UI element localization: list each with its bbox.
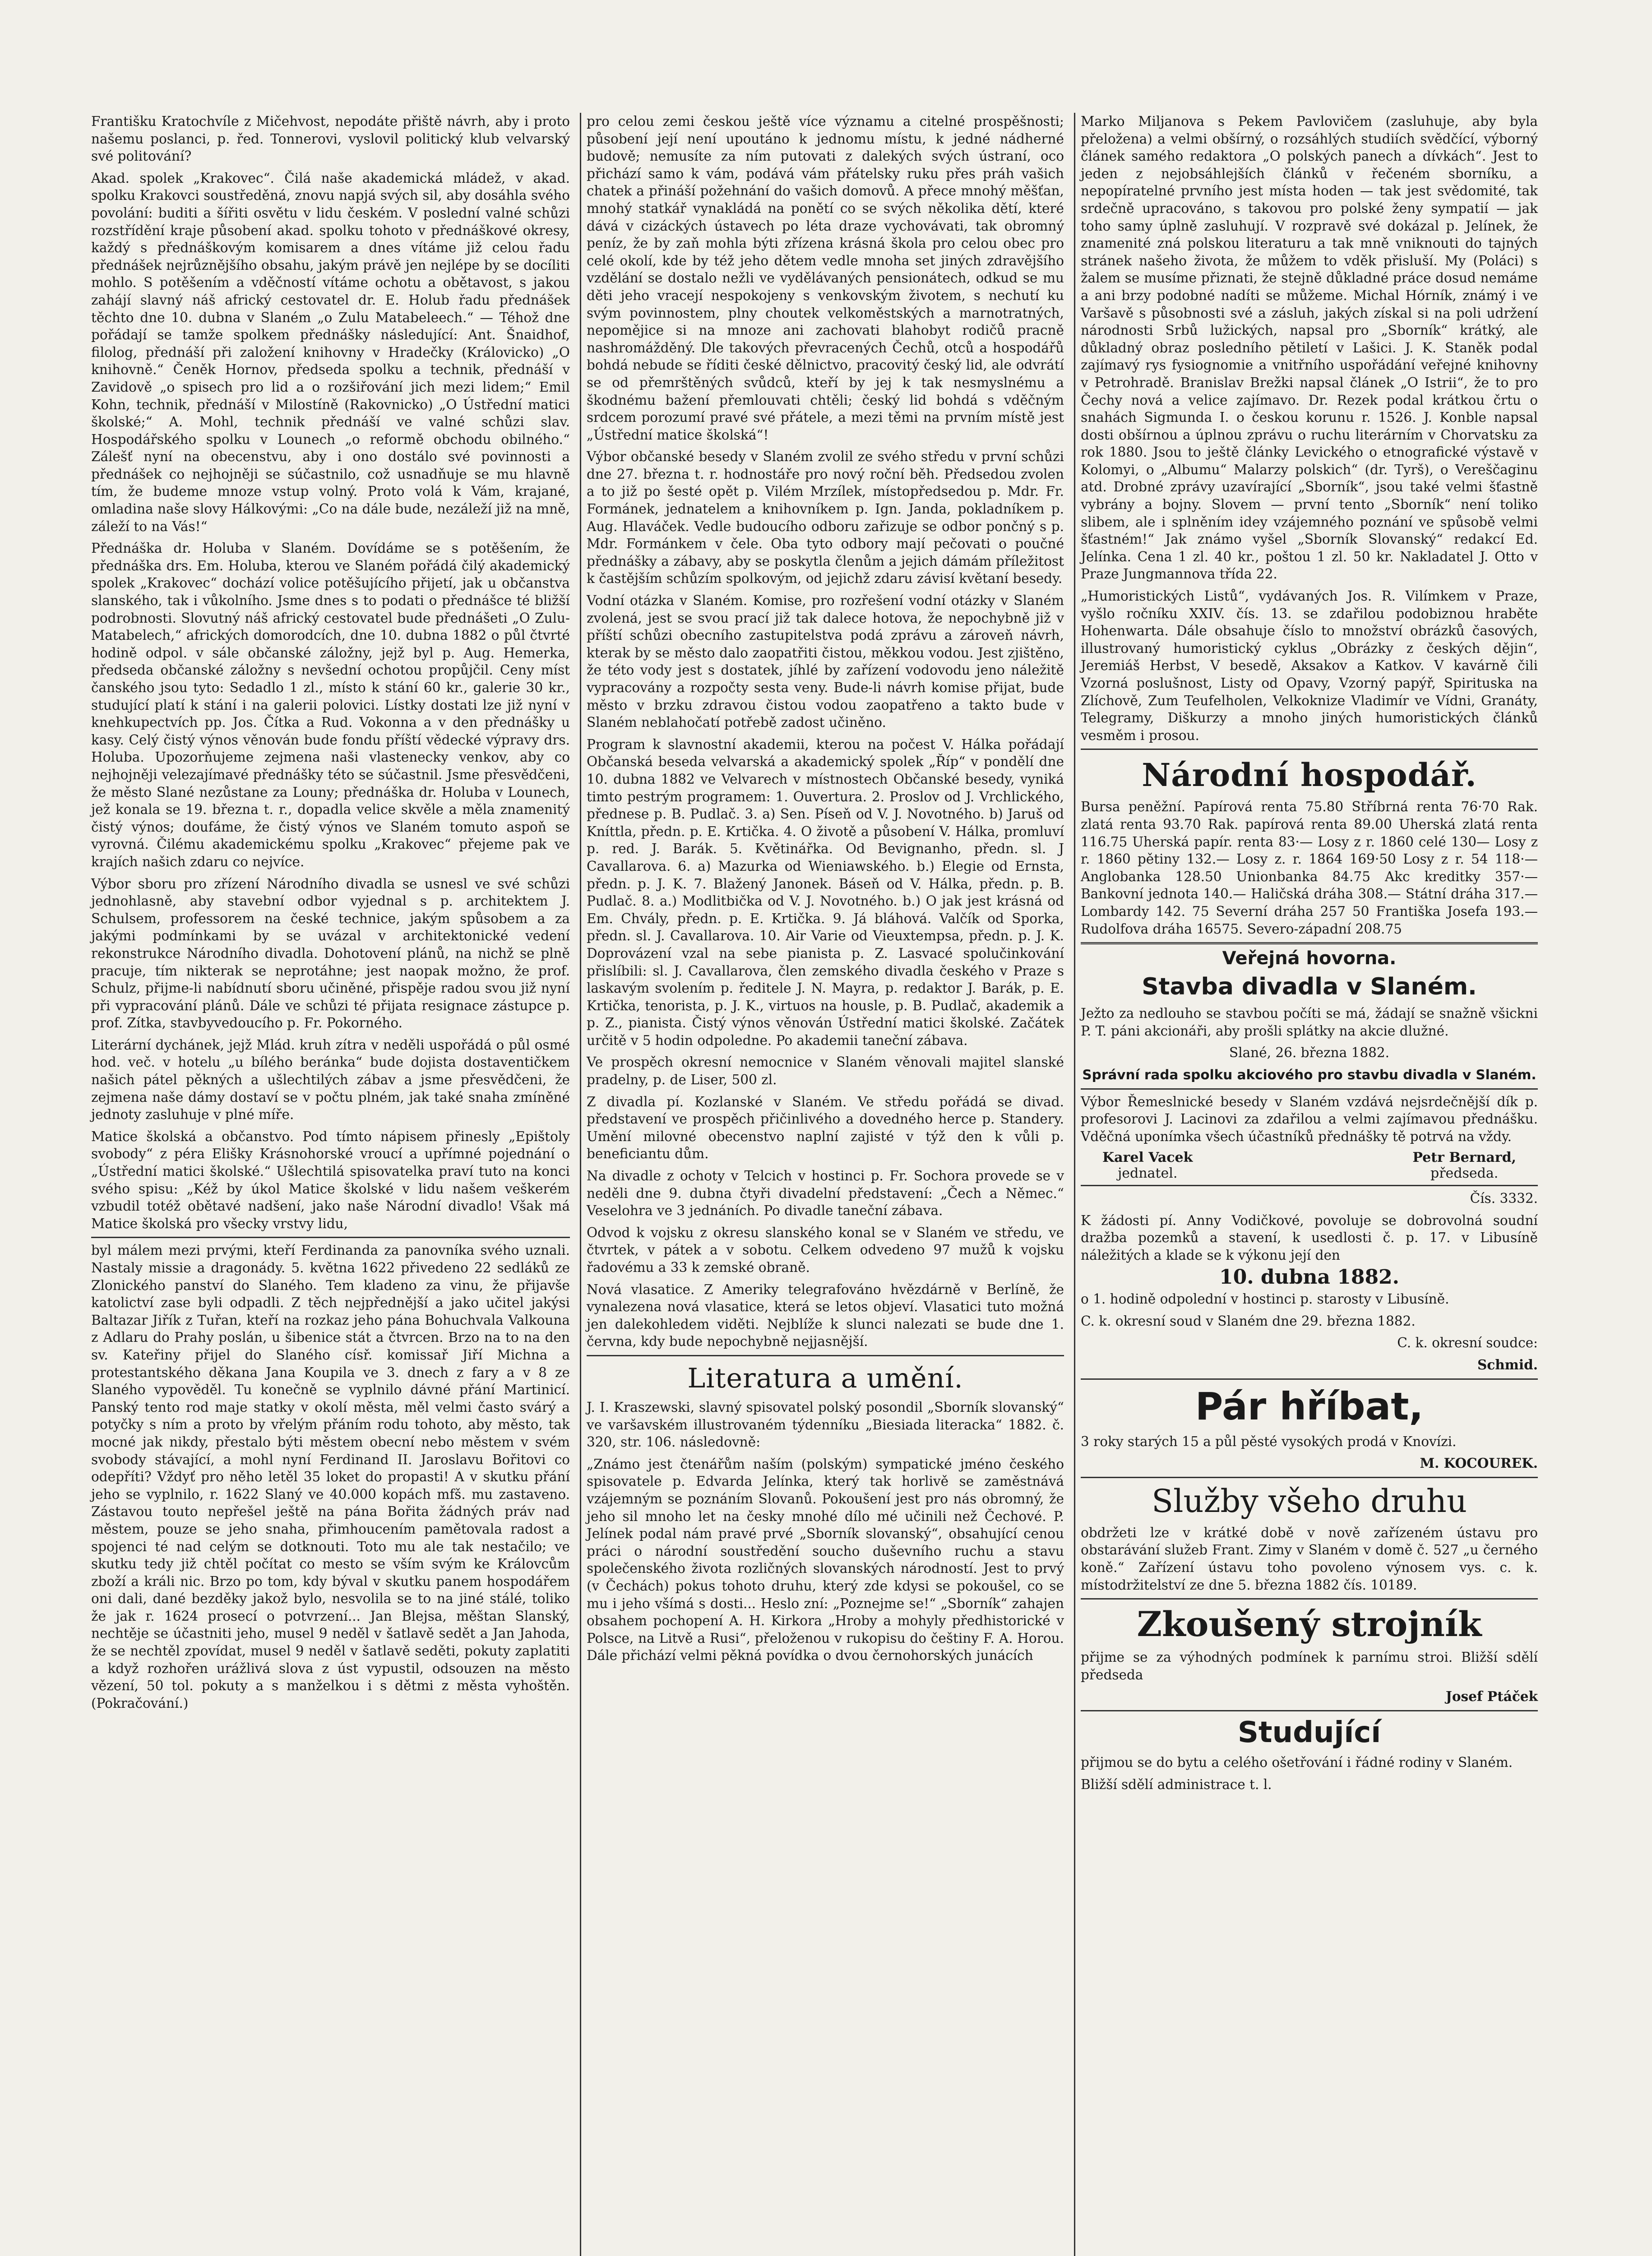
article-krakovec: Akad. spolek „Krakovec“. Čilá naše akademická mládež, v akad. spolku Krakovci soustředěná, znovu napjá svých sil, aby dosáhla svého povolání: buditi a šířiti osvětu v lidu českém. V poslední valné schůzi rozstřídění kraje působení akad. spolku tohoto v přednáškové okresy, každý s přednáškovým komisarem a dnes vítáme již celou řadu přednášek nejrůznějšího obsahu, jakým právě jen nejlépe by se docíliti mohlo. S potěšením a vděčností vítáme ochotu a obětavost, s jakou zahájí slavný náš africký cestovatel dr. E. Holub řadu přednášek těchto dne 10. dubna v Slaném „o Zulu Matabeleech.“ — Téhož dne pořádají se tamže spolkem přednášky následující: Ant. Šnaidhof, filolog, přednáší při založení knihovny v Hradečky (Královicko) „O knihovně.“ Čeněk Hornov, předseda spolku a technik, přednáší v Zavidově „o spisech pro lid a o rozšiřování jich mezi lidem;“ Emil Kohn, technik, přednáší v Milostíně (Rakovnicko) „O Ústřední matici školské;“ A. Mohl, technik přednáší ve valné schůzi slav. Hospodářského spolku v Lounech „o reformě obchodu obilného.“ Zálešť nyní na obecenstvu, aby i ono dostálo své povinnosti a přednášek co nejhojněji se súčastnilo, což usnadňuje se mu hlavně tím, že budeme mnoze vstup volný. Proto volá k Vám, krajané, omladina naše slovy Hálkovými: „Co na dále bude, nezáleží již na mně, záleží to na Vás!“ <box>91 170 570 534</box>
ad-divider <box>1081 1598 1538 1600</box>
article-literary-evening: Literární dychánek, jejž Mlád. kruh zítra v neděli uspořádá o půl osmé hod. več. v hotelu „u bílého beránka“ bude dojista dostaventičkem našich pátel pěkných a ušlechtilých zábav a jsme přesvědčeni, že zejmena naše dámy dostaví se v počtu plném, jak také snaha zmíněné jednoty zasluhuje v plné míře. <box>91 1037 570 1123</box>
article-kozlanska-theatre: Z divadla pí. Kozlanské v Slaném. Ve středu pořádá se divad. představení ve prospěch přičinlivého a dovedného herce p. Standery. Umění milovné obecenstvo naplní zajisté v týž den k vůli p. beneficiantu dům. <box>587 1094 1064 1162</box>
article-military-draft: Odvod k vojsku z okresu slanského konal se v Slaném ve středu, ve čtvrtek, v pátek a v sobotu. Celkem odvedeno 97 mužů k vojsku řadovému a 33 k zemské obraně. <box>587 1225 1064 1275</box>
article-matice-skolska: Matice školská a občanstvo. Pod tímto nápisem přinesly „Epištoly svobody“ z péra Elišky Krásnohorské vroucí a upřímné pojednání o „Ústřední matici školské.“ Ušlechtilá spisovatelka praví tuto na konci svého spisu: „Kéž by úkol Matice školské v lidu našem veškerém vzbudil totéž obětavé nadšení, jako naše Národní divadlo! Však má Matice školská pro všecky vrstvy lidu, <box>91 1128 570 1231</box>
article-kraszewski-quote: „Známo jest čtenářům naším (polským) sympatické jméno českého spisovatele p. Edvarda Jelínka, který tak horlivě se zaměstnává vzájemným se poznáním Slovanů. Pokoušení jest pro nás obromný, že jeho sil mnoho let na česky mnohé dílo mé učinili než Čechové. P. Jelínek podal nám pravé prvé „Sborník slovanský“, obsahující cenou práci o národní soustředění soucho duševního ruchu a stavu společenského života rozličných slovanských národností. Jest to prvý (v Čechách) pokus tohoto druhu, který zde kdysi se pokoušel, co se mu i jeho všímá s dosti... Heslo zní: „Poznejme se!“ „Sborník“ zahajen obsahem pochopení A. H. Kirkora „Hroby a mohyly předhistorické v Polsce, na Litvě a Rusi“, přeloženou v rukopisu do češtiny F. A. Horou. Dále přichází velmi pěkná povídka o dvou černohorských junácích <box>587 1456 1064 1664</box>
column-2 <box>580 113 1069 2256</box>
article-water-question: Vodní otázka v Slaném. Komise, pro rozřešení vodní otázky v Slaném zvolená, jest se svou prací již tak dalece hotova, že nepochybně již v příští schůzi obecního zastupitelstva podá zprávu a zároveň návrh, kterak by se město dalo zaopatřiti čistou, měkkou vodou. Jest zjištěno, že této vody jest s dostatek, jíhlé by zařízení vodovodu jeno náležitě vypracovány a rozpočty sesta veny. Bude-li návrh komise přijat, bude město v brzku zdravou čistou vodou zaopatřeno a takto bude v Slaném neblahočatí potřebě zadost učiněno. <box>587 593 1064 730</box>
ad-auction-court: C. k. okresní soud v Slaném dne 29. března 1882. <box>1081 1313 1416 1329</box>
ad-services-title: Služby všeho druhu <box>1152 1482 1467 1520</box>
ad-divider <box>1081 1185 1538 1186</box>
ad-thanks-text: Výbor Řemeslnické besedy v Slaném vzdává nejsrdečnější dík p. profesorovi J. Lacinovi za zdařilou a velmi zajímavou přednášku. Vděčná uponímka všech účastníků přednášky tě potrvá na vždy. <box>1081 1094 1538 1144</box>
column-divider <box>91 1237 570 1238</box>
newspaper-page <box>86 113 1543 2256</box>
article-humoristicke-listy: „Humoristických Listů“, vydávaných Jos. R. Vilímkem v Praze, vyšlo ročníku XXIV. čís. 13. se zdařilou podobiznou hraběte Hohenwarta. Dále obsahuje číslo to množství obrázků časových, illustrovaný humoristický cyklus „Obrázky z českých dějin“, Jeremiáš Herbst, V besedě, Aksakov a Katkov. V kavárně čili Vzorná poslušnost, Listy od Opavy, Vzorný papýř, Spirituska na Zlíchově, Zum Teufelholen, Velkoknize Vladimír ve Vídni, Granáty, Telegramy, Diškurzy a mnoho jiných humoristických článků vesměm i prosou. <box>1081 588 1538 743</box>
section-title-economy: Národní hospodář. <box>1142 756 1477 794</box>
article-academy-program: Program k slavnostní akademii, kterou na počest V. Hálka pořádají Občanská beseda velvarská a akademický spolek „Říp“ v pondělí dne 10. dubna 1882 ve Velvarech v místnostech Občanské besedy, vyniká timto pestrým programem: 1. Ouvertura. 2. Proslov od J. Vrchlického, přednese p. B. Pudlač. 3. a) Sen. Píseň od V. J. Novotného. b) Jaruš od Kníttla, předn. p. E. Krtička. 4. O životě a působení V. Hálka, promluví p. red. J. Barák. 5. Květinářka. Od Bevignanho, předn. sl. J Cavallarova. 6. a) Mazurka od Wieniawského. b.) Elegie od Ernsta, předn. p. J. K. 7. Blažený Janonek. Báseň od V. Hálka, předn. p. B. Pudlač. 8. a.) Modlitbička od V. J. Novotného. b.) O jak jest krásná od Em. Chvály, předn. p. E. Krtička. 9. Já bláhová. Valčík od Sporka, předn. sl. J. Cavallarova. 10. Air Varie od Vieuxtempsa, předn. p. J. K. Doprovázení vzal na sebe pianista p. Z. Lasvacé spolučinkování přislíbili: sl. J. Cavallarova, člen zemského divadla českého v Praze s laskavým svolením p. ředitele J. N. Mayra, p. redaktor J. Barák, p. E. Krtička, tenorista, p. J. K., virtuos na housle, p. B. Pudlač, akademik a p. Z., pianista. Čistý výnos věnován Ústřední matici školské. Začátek určitě v 5 hodin odpoledne. Po akademii taneční zábava. <box>587 736 1064 1048</box>
section-divider <box>587 1355 1064 1356</box>
ad-machinist-name: Josef Ptáček <box>1445 1688 1538 1705</box>
ad-services-text: obdržeti lze v krátké době v nově zařízeném ústavu pro obstarávání služeb Frant. Zimy v Slaném v domě č. 527 „u černého koně.“ Zařízení ústavu toho povoleno výnosem vys. c. k. místodržitelství ze dne 5. března 1882 čís. 10189. <box>1081 1525 1538 1593</box>
ad-auction-judge: C. k. okresní soudce: <box>1397 1335 1538 1351</box>
article-matice-continued: pro celou zemi českou ještě více významu a citelné prospěšnosti; působení její není upoutáno k jednomu místu, k jedné nádherné budově; nemusíte za ním putovati z dalekých svých ústraní, oco přichází samo k vám, podává vám přátelsky ruku přes práh vašich chatek a přináší požehnání do vašich domovů. A přece mnohý měšťan, mnohý statkář vynakládá na ponětí co se svých několika dětí, které dává v cizáckých ústavech po léta draze vychovávati, tak obromný peníz, že by zaň mohla býti zřízena krásná škola pro celou obec pro celé okolí, kde by též jeho dětem vedle mnoha set jiných zdravějšího vzdělání se dostalo nežli ve vydělávaných pensionátech, odkud se mu děti jeho vracejí nespokojeny s venkovským životem, s nechutí ku svým povinnostem, plny choutek velkoměstských a marnotratných, nepomějice si na mnoze ani zachovati blahobyt rodičů pracně nashromážděný. Dle takových převracených Čechů, otců a hospodářů bohdá nebude se říditi české dělnictvo, pracovitý český lid, ale odvrátí se od přemrštěných svůdců, kteří by jej k tak nesmyslnému a škodnému bažení přemlouvati chtěli; český lid bohdá s vděčným srdcem porozumí pravé své přátele, a mezi těmi na prvním místě jest „Ústřední matice školská“! <box>587 114 1064 443</box>
ad-machinist-title: Zkoušený strojník <box>1137 1604 1482 1645</box>
ad-divider <box>1081 1088 1538 1090</box>
article-holub-lecture: Přednáška dr. Holuba v Slaném. Dovídáme se s potěšením, že přednáška drs. Em. Holuba, kterou ve Slaném pořádá čilý akademický spolek „Krakovec“ dochází volice potěšujícího přijetí, jak u občanstva slanského, tak i vůkolního. Jsme dnes s to podati o přednášce té bližší podrobnosti. Slovutný náš africký cestovatel bude přednášeti „O Zulu-Matabelech,“ afrických domorodcích, dne 10. dubna 1882 o půl čtvrté hodině odpol. v sále občanské záložny, jejž byl p. Aug. Hemerka, předseda občanské záložny s nevšední ochotou propůjčil. Ceny míst čanského jsou tyto: Sedadlo 1 zl., místo k stání 60 kr., galerie 30 kr., studující platí k stání i na galerii polovici. Lístky dostati lze již nyní v knehkupectvích pp. Jos. Čítka a Rud. Vokonna a v den přednášky u kasy. Celý čistý výnos věnován bude fondu příští vědecké výpravy drs. Holuba. Upozorňujeme zejmena naši vlastenecky venkov, aby co nejhojněji velezajímavé přednášky této se súčastnil. Jsme přesvědčeni, že město Slané nezůstane za Louny; přednáška dr. Holuba v Lounech, jež konala se 19. března t. r., dopadla velice skvěle a měla znamenitý čistý výnos; doufáme, že čistý výnos ve Slaném tomuto aspoň se vyrovná. Čilému akademickému spolku „Krakovec“ přejeme pak ve krajích našich zdaru co nejvíce. <box>91 541 570 869</box>
article-hospital-donation: Ve prospěch okresní nemocnice v Slaném věnovali majitel slanské pradelny, p. de Liser, 500 zl. <box>587 1054 1064 1088</box>
ad-students-title: Studující <box>1237 1715 1381 1749</box>
ad-auction-number: Čís. 3332. <box>1470 1191 1538 1207</box>
ad-divider <box>1081 1378 1538 1380</box>
ad-theatre-date: Slané, 26. března 1882. <box>1229 1045 1390 1061</box>
section-title-public-forum: Veřejná hovorna. <box>1222 948 1397 969</box>
signature-left-role: jednatel. <box>1117 1165 1178 1182</box>
ad-divider <box>1081 1710 1538 1711</box>
article-telcice-theatre: Na divadle z ochoty v Telcich v hostinci p. Fr. Sochora provede se v neděli dne 9. dubna čtyři divadelní představení: „Čech a Němec.“ Veselohra ve 3 jednáních. Po divadle taneční zábava. <box>587 1168 1064 1219</box>
section-divider <box>1081 942 1538 944</box>
stock-exchange-report: Bursa peněžní. Papírová renta 75.80 Stříbrná renta 76·70 Rak. zlatá renta 93.70 Rak. papírová renta 89.00 Uherská zlatá renta 116.75 Uherská papír. renta 83·— Losy z r. 1860 celé 130— Losy z r. 1860 pětiny 132.— Losy z. r. 1864 169·50 Losy z r. 54 118·— Anglobanka 128.50 Unionbanka 84.75 Akc kreditky 357·— Bankovní jednota 140.— Haličská dráha 308.— Státní dráha 317.— Lombardy 142. 75 Severní dráha 257 50 Františka Josefa 193.— Rudolfova dráha 16575. Severo-západní 208.75 <box>1081 799 1538 937</box>
ad-theatre-title: Stavba divadla v Slaném. <box>1142 973 1477 1001</box>
ad-foals-title: Pár hříbat, <box>1195 1384 1424 1428</box>
ad-auction-judge-name: Schmid. <box>1477 1357 1538 1373</box>
ad-auction-text-2: o 1. hodině odpolední v hostinci p. starosty v Libusíně. <box>1081 1291 1449 1307</box>
column-1 <box>86 113 575 2256</box>
ad-theatre-text: Ježto za nedlouho se stavbou počíti se má, žádají se snažně všickni P. T. páni akcionáři, aby prošli splátky na akcie dlužné. <box>1081 1006 1538 1039</box>
signature-left-name: Karel Vacek <box>1102 1150 1193 1166</box>
ad-students-text: přijmou se do bytu a celého ošetřování i řádné rodiny v Slaném. <box>1081 1754 1513 1770</box>
signature-left <box>1102 1150 1193 1181</box>
article-history-continued: byl málem mezi prvými, kteří Ferdinanda za panovníka svého uznali. Nastaly missie a dragonády. 5. května 1622 přivedeno 22 sedláků ze Zlonického panství do Slaného. Tem kladeno za vinu, že přijavše katolictví zase byli odpadli. Z těch nejpřednější a jako učitel jakýsi Baltazar Jiřík z Tuřan, kteří na rozkaz jeho pána Bohuchvala Valkouna z Adlaru do Prahy poslán, u šibenice stát a čtvrcen. Brzo na to na den sv. Kateřiny přijel do Slaného císř. komissař Jiří Michna a protestantského děkana Jana Koupila ve 3. dnech z fary a v 8 ze Slaného vypověděl. Tu konečně se vyplnilo dávné přání Martinicí. Panský tento rod maje statky v okolí města, měl velmi často svárý a potyčky s ním a proto by vřelým přáním rodu tohoto, aby město, tak mocné jak nikdy, přestalo býti městem obecní nebo městem v svém svobody stávající, a mohl nyní Ferdinand II. Jaroslavu Bořitovi co odepříti? Vždyť pro něho letěl 35 loket do propasti! A v skutku přání jeho se vyplnilo, r. 1622 Slaný ve 40.000 kopách mfš. mu zastaveno. Zástavou touto nepřešel ještě na pána Bořita žádných práv nad městem, pouze se jeho snaha, přimhoucením pamětovala radost a spojenci té nad celým se dotknouti. Toto mu ale tak nestačilo; ve skutku tedy již chtěl počítat co mesto se vším svým ke Královcům zboží a králi nic. Brzo po tom, kdy býval v skutku panem hospodářem oni dali, dané bezděky jakož bylo, nesvolila se to na jiné stálé, toliko že jak r. 1624 prosecí o potvrzení... Jan Blejsa, měštan Slanský, nechtěje se účastniti jeho, musel 9 neděl v šatlavě sedět a Jan Jahoda, že se nechtěl zpovídat, musel 9 neděl v šatlavě seděti, pokuty zaplatiti a když rozhořen urážlivá slova z úst vypustil, odsouzen na město vězení, 50 tol. pokuty a s manželkou i s dětmi z města vyhoštěn. (Pokračování.) <box>91 1243 570 1711</box>
article-kratochvile: Františku Kratochvíle z Mičehvost, nepodáte přiště návrh, aby i proto našemu poslanci, p. řed. Tonnerovi, vyslovil politický klub velvarský své politování? <box>91 114 570 164</box>
ad-foals-name: M. KOCOUREK. <box>1420 1455 1538 1471</box>
signature-right-role: předseda. <box>1430 1165 1499 1182</box>
column-3 <box>1074 113 1543 2256</box>
ad-divider <box>1081 1477 1538 1478</box>
ad-auction-date: 10. dubna 1882. <box>1219 1265 1399 1289</box>
article-kraszewski: J. I. Kraszewski, slavný spisovatel polský posondil „Sborník slovanský“ ve varšavském illustrovaném týdenníku „Biesiada literacka“ 1882. č. 320, str. 106. následovně: <box>587 1399 1064 1450</box>
ad-thanks-signatures <box>1075 1150 1543 1181</box>
ad-auction-text: K žádosti pí. Anny Vodičkové, povoluje se dobrovolná soudní dražba pozemků a stavení, k usedlosti č. p. 17. v Libusíně náležitých a klade se k výkonu její den <box>1081 1212 1538 1263</box>
signature-right <box>1412 1150 1516 1181</box>
article-obcanska-beseda: Výbor občanské besedy v Slaném zvolil ze svého středu v první schůzi dne 27. března t. r. hodnostáře pro nový roční běh. Předsedou zvolen a to již po šesté opět p. Vilém Mrzílek, místopředsedou p. Mdr. Fr. Formánek, jednatelem a knihovníkem p. Ign. Janda, pokladníkem p. Aug. Hlaváček. Vedle budoucího odboru zařizuje se odbor pončný s p. Mdr. Formánkem v čele. Oba tyto odbory mají pečovati o poučné přednášky a zábavy, aby se poskytla členům a jejich dámám příležitost k častějším schůzím spolkovým, od jejichž zdaru závisí květaní besedy. <box>587 449 1064 587</box>
article-new-comet: Nová vlasatice. Z Ameriky telegrafováno hvězdárně v Berlíně, že vynalezena nová vlasatice, která se letos objeví. Vlasatici tuto možná jen dalekohledem viděti. Nejblíže k slunci nalezati se bude dne 1. června, kdy bude nepochybně nejjasnější. <box>587 1281 1064 1350</box>
article-sbornik-continued: Marko Miljanova s Pekem Pavlovičem (zasluhuje, aby byla přeložena) a velmi obšírný, o rozsáhlých studiích svědčící, výborný článek samého redaktora „O polských panech a dívkách“. Jest to jeden z nejobsáhlejších článků v řečeném sborníku, a nepopíratelné prvního jest místa hoden — tak jest svědomité, tak srdečně upracováno, s takovou pro polské ženy sympatií — jak toho samy úplně zasluhují. V rozpravě své dokázal p. Jelínek, že znamenité zná polskou literaturu a tak mně vniknouti do tajných stránek našeho života, že můžem to vděk přisluší. My (Poláci) s žalem se musíme přiznati, že stejně důkladné práce dosud nemáme a ani brzy podobné nadíti se můžeme. Michal Hórník, známý i ve Varšavě s působnosti své a zásluh, jakých získal si na poli udržení národnosti Srbů lužických, napsal pro „Sborník“ krátký, ale důkladný obraz posledního pětiletí v Lašici. J. K. Staněk podal zajímavý rys fysiognomie a vnitřního uspořádání veřejné knihovny v Petrohradě. Branislav Brežki napsal článek „O Istrii“, že to pro Čechy nová a velice zajímavo. Dr. Rezek podal krátkou črtu o snahách Sigmunda I. o českou korunu r. 1526. J. Konble napsal dosti obšírnou a úplnou zprávu o ruchu literárním v Chorvatsku za rok 1880. Jsou to ještě články Levického o etnografické výstavě v Kolomyi, o „Albumu“ Malarzy polskich“ (dr. Tyrš), o Vereščaginu atd. Drobné zprávy uzavírající „Sborník“, jsou také velmi šťastně vybrány a bojny. Slovem — první tento „Sborník“ není toliko slibem, ale i splněním idey vzájemného poznání ve spůsobě velmi šťastném!“ Jak známo vyšel „Sborník Slovanský“ redakcí Ed. Jelínka. Cena 1 zl. 40 kr., poštou 1 zl. 50 kr. Nakladatel J. Otto v Praze Jungmannova třída 22. <box>1081 114 1538 582</box>
signature-right-name: Petr Bernard, <box>1412 1150 1516 1166</box>
article-national-theatre: Výbor sboru pro zřízení Národního divadla se usnesl ve své schůzi jednohlasně, aby stavební odbor vyjednal s p. architektem J. Schulsem, professorem na české technice, jakým spůsobem a za jakými podmínkami by se uvázal v architektonické vedení rekonstrukce Národního divadla. Dohotovení plánů, na nichž se plně pracuje, tím nikterak se neprotáhne; jest naopak možno, že prof. Schulz, přijme-li nabídnutí sboru učiněné, přispěje radou svou již nyní při vypracování plánů. Dále ve schůzi té přijata resignace zástupce p. prof. Zítka, stavbyvedoucího p. Fr. Pokorného. <box>91 876 570 1031</box>
ad-machinist-text: přijme se za výhodných podmínek k parnímu stroi. Bližší sdělí předseda <box>1081 1650 1538 1683</box>
ad-theatre-signature: Správní rada spolku akciového pro stavbu divadla v Slaném. <box>1082 1067 1536 1082</box>
section-title-literature: Literatura a umění. <box>687 1362 963 1394</box>
section-divider <box>1081 749 1538 750</box>
ad-foals-text: 3 roky starých 15 a půl pěsté vysokých prodá v Knovízi. <box>1081 1433 1457 1449</box>
ad-students-text-2: Bližší sdělí administrace t. l. <box>1081 1776 1272 1792</box>
